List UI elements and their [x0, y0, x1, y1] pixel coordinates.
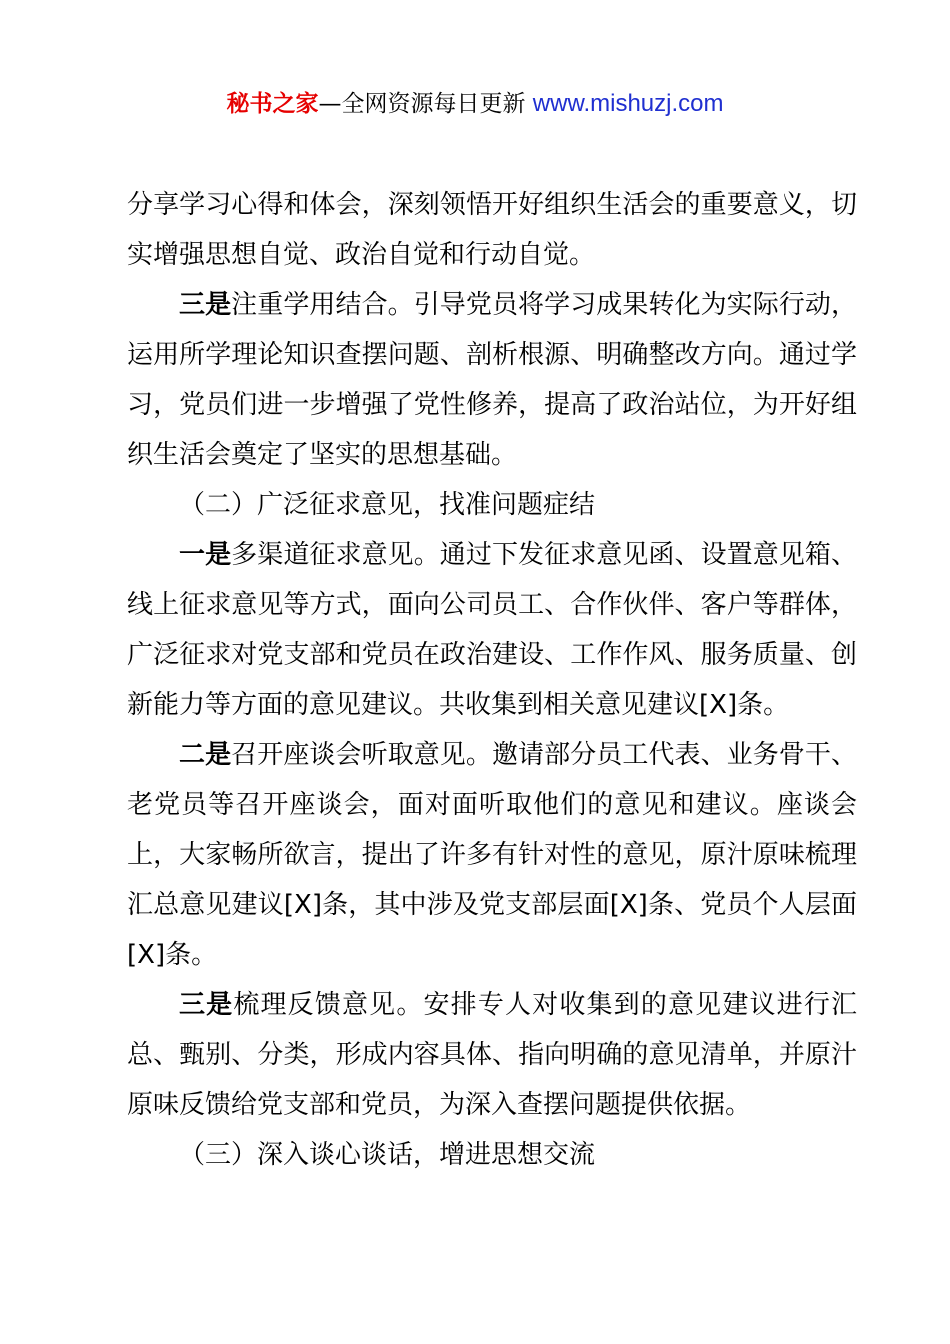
- paragraph-lead: 三是: [179, 990, 234, 1020]
- paragraph-text: 分享学习心得和体会，深刻领悟开好组织生活会的重要意义，切实增强思想自觉、政治自觉和行动自觉。: [127, 190, 857, 270]
- section-heading-text: （三）深入谈心谈话，增进思想交流: [179, 1140, 596, 1170]
- paragraph-continuation: [127, 180, 857, 280]
- header-tagline: —全网资源每日更新: [318, 91, 526, 117]
- paragraph-symposium: [127, 730, 857, 980]
- section-heading-text: （二）广泛征求意见，找准问题症结: [179, 490, 596, 520]
- page-header: [0, 86, 950, 122]
- paragraph-text: 召开座谈会听取意见。邀请部分员工代表、业务骨干、老党员等召开座谈会，面对面听取他们的意见和建议。座谈会上，大家畅所欲言，提出了许多有针对性的意见，原汁原味梳理汇总意见建议[X]条，其中涉及党支部层面[X]条、党员个人层面[X]条。: [127, 740, 857, 970]
- paragraph-feedback: [127, 980, 857, 1130]
- paragraph-lead: 二是: [179, 740, 232, 770]
- site-url-link[interactable]: www.mishuzj.com: [532, 90, 724, 117]
- section-heading-3: [127, 1130, 857, 1180]
- document-body: [127, 180, 857, 1180]
- paragraph-text: 注重学用结合。引导党员将学习成果转化为实际行动，运用所学理论知识查摆问题、剖析根源、明确整改方向。通过学习，党员们进一步增强了党性修养，提高了政治站位，为开好组织生活会奠定了坚实的思想基础。: [127, 290, 857, 470]
- section-heading-2: [127, 480, 857, 530]
- paragraph-text: 多渠道征求意见。通过下发征求意见函、设置意见箱、线上征求意见等方式，面向公司员工、合作伙伴、客户等群体，广泛征求对党支部和党员在政治建设、工作作风、服务质量、创新能力等方面的意见建议。共收集到相关意见建议[X]条。: [127, 540, 857, 720]
- paragraph-apply-learning: [127, 280, 857, 480]
- paragraph-multi-channel: [127, 530, 857, 730]
- paragraph-text: 梳理反馈意见。安排专人对收集到的意见建议进行汇总、甄别、分类，形成内容具体、指向明确的意见清单，并原汁原味反馈给党支部和党员，为深入查摆问题提供依据。: [127, 990, 857, 1120]
- brand-name: 秘书之家: [226, 91, 319, 117]
- paragraph-lead: 三是: [179, 290, 232, 320]
- paragraph-lead: 一是: [179, 540, 232, 570]
